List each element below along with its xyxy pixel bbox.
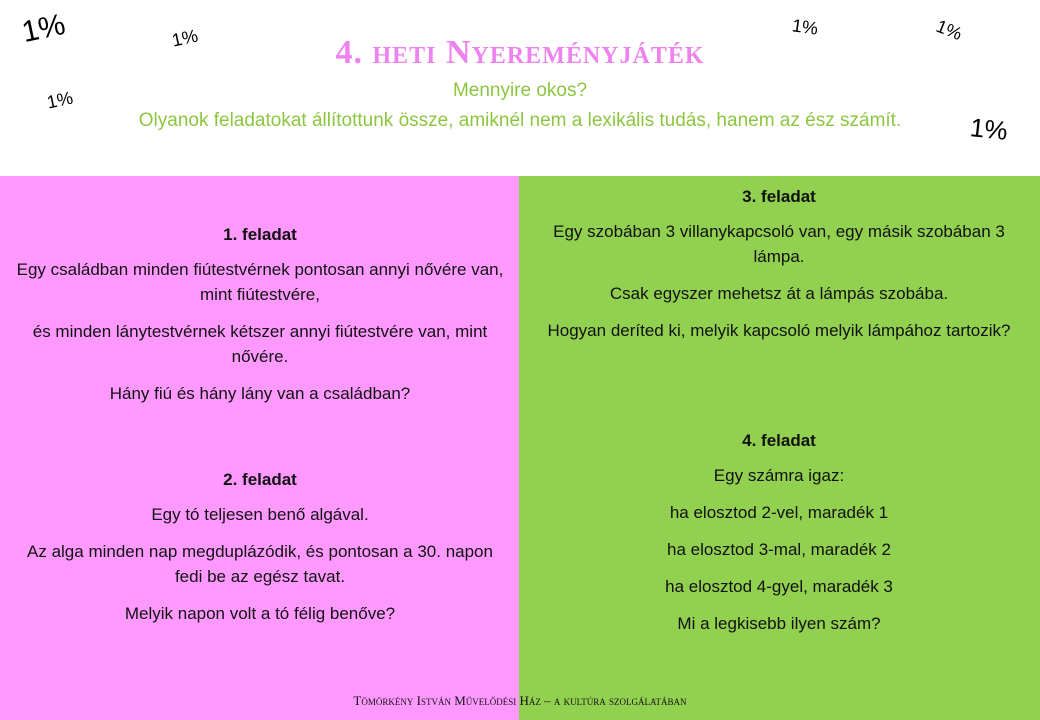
task-line: ha elosztod 2-vel, maradék 1 (669, 503, 889, 522)
task-line: ha elosztod 3-mal, maradék 2 (667, 540, 891, 559)
page-title: 4. heti Nyereményjáték (335, 34, 705, 71)
percent-decoration: 1% (933, 15, 966, 45)
task-3 (534, 184, 1024, 355)
page-subtitle: Mennyire okos? (452, 80, 588, 101)
percent-decoration: 1% (18, 7, 69, 50)
task-line: Melyik napon volt a tó félig benőve? (124, 604, 396, 623)
task-line: Hány fiú és hány lány van a családban? (109, 384, 411, 403)
percent-decoration: 1% (170, 25, 200, 51)
percent-decoration: 1% (45, 87, 75, 113)
task-4 (534, 428, 1024, 648)
task-2 (15, 467, 505, 638)
task-heading: 3. feladat (742, 187, 816, 206)
page-tagline: Olyanok feladatokat állítottunk össze, amiknél nem a lexikális tudás, hanem az ész számít. (138, 110, 902, 131)
header (0, 0, 1040, 176)
task-line: Mi a legkisebb ilyen szám? (677, 614, 881, 633)
percent-decoration: 1% (968, 112, 1010, 146)
task-line: Egy számra igaz: (713, 466, 845, 485)
task-1 (15, 222, 505, 418)
task-line: Egy családban minden fiútestvérnek pontosan annyi nővére van, mint fiútestvére, (16, 260, 504, 304)
percent-decoration: 1% (790, 15, 820, 39)
task-heading: 4. feladat (742, 431, 816, 450)
task-line: Egy szobában 3 villanykapcsoló van, egy másik szobában 3 lámpa. (553, 222, 1005, 266)
task-line: ha elosztod 4-gyel, maradék 3 (665, 577, 893, 596)
task-line: Hogyan deríted ki, melyik kapcsoló melyik lámpához tartozik? (547, 321, 1011, 340)
task-line: Egy tó teljesen benő algával. (151, 505, 369, 524)
task-heading: 1. feladat (223, 225, 297, 244)
footer: Tömörkény István Művelődési Ház – a kultúra szolgálatában (353, 693, 687, 708)
task-line: és minden lánytestvérnek kétszer annyi fiútestvére van, mint nővére. (32, 322, 488, 366)
task-line: Csak egyszer mehetsz át a lámpás szobába. (609, 284, 949, 303)
task-line: Az alga minden nap megduplázódik, és pontosan a 30. napon fedi be az egész tavat. (27, 542, 493, 586)
task-heading: 2. feladat (223, 470, 297, 489)
